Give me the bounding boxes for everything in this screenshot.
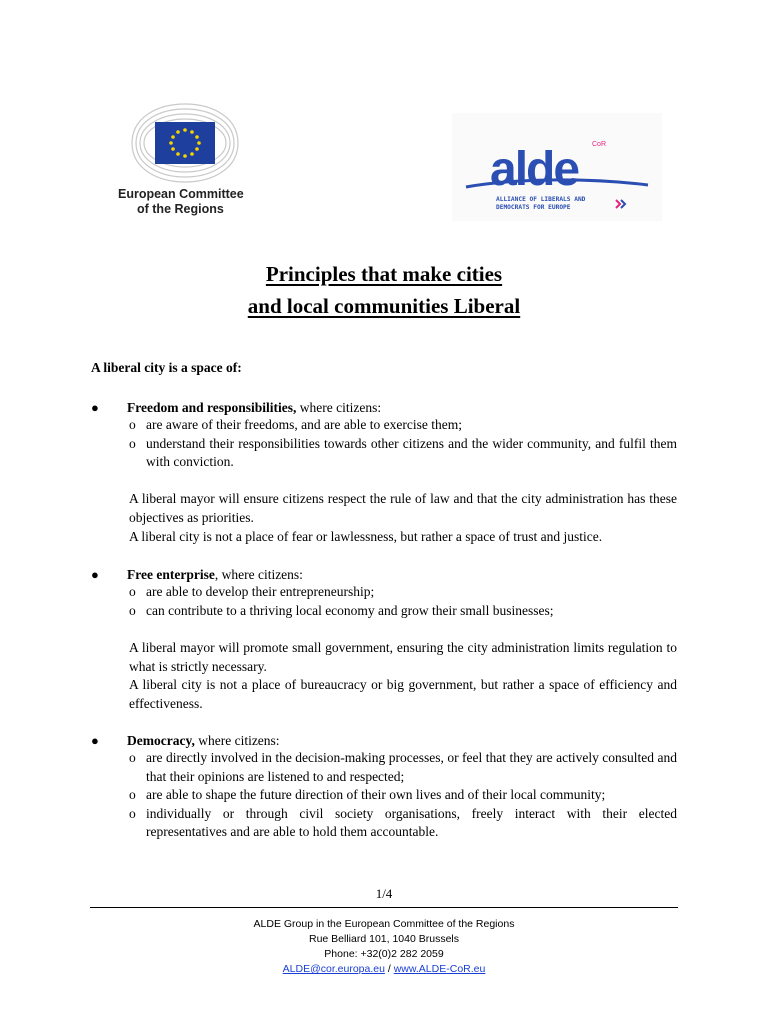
list-item [129, 583, 677, 602]
footer-email-link[interactable]: ALDE@cor.europa.eu [282, 963, 385, 975]
footer-divider [90, 907, 678, 908]
section-heading-rest: , where citizens: [214, 567, 303, 582]
list-item-text: are able to shape the future direction of their own lives and of their local community; [146, 787, 606, 802]
paragraph: A liberal mayor will promote small government, ensuring the city administration limits regulation to what is strictly necessary. [129, 640, 677, 674]
section-heading-rest: where citizens: [194, 733, 280, 748]
circle-bullet-icon: o [129, 435, 136, 451]
list-item-text: are directly involved in the decision-making processes, or feel that they are actively consulted and that their opinions are listened to and respected; [146, 750, 677, 784]
list-item [129, 416, 677, 435]
list-item [129, 786, 677, 805]
alde-tagline-1: ALLIANCE OF LIBERALS AND [496, 196, 586, 203]
chevron-right-icon [621, 200, 625, 208]
footer-phone: Phone: +32(0)2 282 2059 [324, 948, 444, 960]
paragraph: A liberal city is not a place of bureaucracy or big government, but rather a space of efficiency and effectiveness. [129, 677, 677, 711]
alde-wordmark: alde [490, 143, 579, 196]
cor-logo-line1: European Committee [118, 187, 244, 201]
list-item-text: understand their responsibilities towards other citizens and the wider community, and fulfil them with conviction. [146, 435, 677, 469]
alde-logo [452, 113, 662, 221]
list-item-text: are able to develop their entrepreneurship; [146, 584, 375, 599]
cor-logo-line2: of the Regions [137, 202, 224, 216]
section-heading: Democracy, [127, 733, 195, 748]
page-title [0, 258, 768, 322]
page-number: 1/4 [375, 886, 393, 901]
title-line-2: and local communities Liberal [247, 294, 521, 318]
list-item [129, 749, 677, 786]
circle-bullet-icon: o [129, 602, 136, 618]
list-item-text: can contribute to a thriving local economy and grow their small businesses; [146, 602, 554, 618]
circle-bullet-icon: o [129, 787, 136, 802]
alde-tagline-2: DEMOCRATS FOR EUROPE [496, 204, 571, 211]
cor-emblem-icon [130, 103, 240, 183]
footer-website-link[interactable]: www.ALDE-CoR.eu [393, 963, 486, 975]
footer-address: Rue Belliard 101, 1040 Brussels [308, 933, 459, 945]
list-item [129, 805, 677, 842]
circle-bullet-icon: o [129, 584, 136, 599]
footer [0, 917, 768, 977]
section-heading: Freedom and responsibilities, [127, 400, 297, 415]
circle-bullet-icon: o [129, 750, 136, 765]
circle-bullet-icon: o [129, 805, 136, 821]
footer-org: ALDE Group in the European Committee of the Regions [253, 918, 515, 930]
circle-bullet-icon: o [129, 417, 136, 432]
footer-separator: / [384, 963, 394, 975]
list-item [129, 602, 677, 621]
cor-logo [118, 103, 258, 221]
alde-cor-tag: CoR [592, 141, 607, 148]
paragraph: A liberal mayor will ensure citizens respect the rule of law and that the city administration has these objectives as priorities. [129, 491, 677, 525]
chevron-right-icon [616, 200, 620, 208]
bullet-icon: ● [91, 567, 99, 582]
list-item-text: are aware of their freedoms, and are able to exercise them; [146, 417, 462, 432]
paragraph: A liberal city is not a place of fear or lawlessness, but rather a space of trust and justice. [129, 529, 603, 544]
intro-heading: A liberal city is a space of: [91, 360, 242, 375]
list-item [129, 435, 677, 472]
title-line-1: Principles that make cities [265, 262, 503, 286]
section-heading: Free enterprise [127, 567, 215, 582]
section-heading-rest: where citizens: [296, 400, 382, 415]
bullet-icon: ● [91, 733, 99, 748]
list-item-text: individually or through civil society organisations, freely interact with their elected representatives and are able to hold them accountable. [146, 805, 677, 839]
alde-logo-icon [452, 113, 662, 221]
bullet-icon: ● [91, 400, 99, 415]
